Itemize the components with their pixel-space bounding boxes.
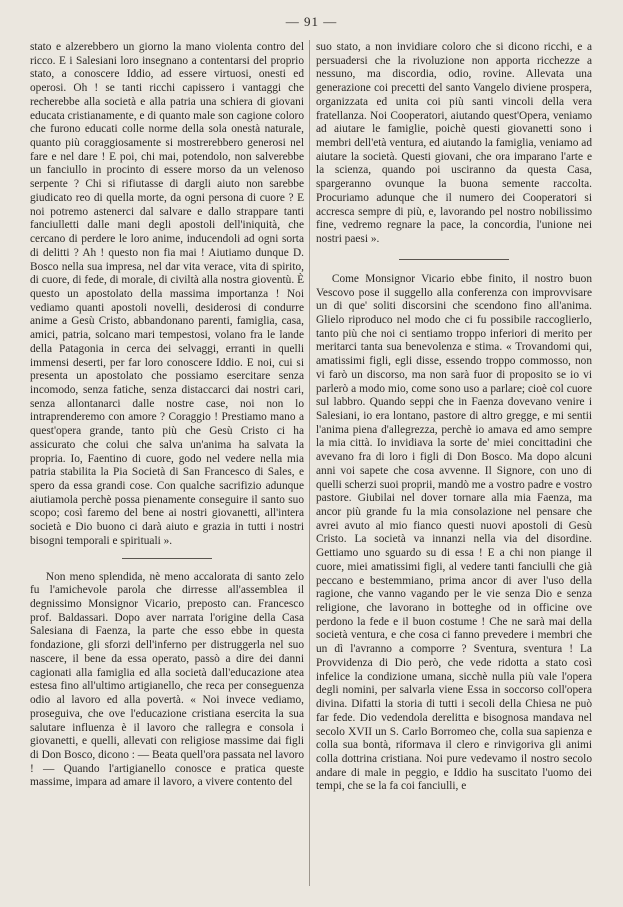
section-separator-right: [399, 259, 509, 260]
left-paragraph-2: Non meno splendida, nè meno accalorata di santo zelo fu l'amichevole parola che dirresse all'assemblea il degnissimo Monsignor Vicario, preposto can. Francesco prof. Baldassari. Dopo aver narrata l'origine della Casa Salesiana di Faenza, la parte che esso ebbe in questa fondazione, gli sforzi dell'inferno per distruggerla nel suo nascere, il bene da essa operato, passò a dire dei danni cagionati alla famiglia ed alla società dall'educazione atea estesa fino all'ultimo artigianello, che reca per conseguenza odio al lavoro ed alla povertà. « Noi invece vediamo, proseguiva, che ove l'educazione cristiana esercita la sua salutare influenza è il lavoro che rallegra e consola i giovanetti, e quelli, allevati con religiose massime dai figli di Don Bosco, dicono : — Beata quell'ora passata nel lavoro ! — Quando l'artigianello conosce e pratica queste massime, impara ad amare il lavoro, a vivere contento del: [30, 570, 304, 789]
right-paragraph-1: suo stato, a non invidiare coloro che si dicono ricchi, e a persuadersi che la rivoluzione non apporta ricchezze a nessuno, ma discordia, odio, rovine. Allevata una generazione coi precetti del santo Vangelo diviene prospera, organizzata ed unita coi più santi vincoli della vera fratellanza. Noi Cooperatori, aiutando quest'Opera, veniamo ad aiutare le famiglie, poichè questi giovanetti sono i membri dell'età ventura, ed aiutando la famiglia, veniamo ad aiutare la società. Questi giovani, che ora imparano l'arte e la scienza, quando poi usciranno da questa Casa, spargeranno ovunque la buona semente raccolta. Procuriamo adunque che il numero dei Cooperatori si accresca sempre di più, e, lavorando pel nostro nobilissimo fine, vedremo regnare la pace, la concordia, l'unione nei nostri paesi ».: [316, 41, 592, 246]
right-column: [316, 41, 592, 794]
left-paragraph-1: stato e alzerebbero un giorno la mano violenta contro del ricco. E i Salesiani loro insegnano a contentarsi del proprio stato, a conoscere Iddio, ad essere virtuosi, onesti ed operosi. Oh ! se tanti ricchi capissero i vantaggi che recherebbe alla società e alla patria una schiera di giovani educata cristianamente, e di quanto male son cagione coloro che furono educati colle norme della sola onestà naturale, quanto più coraggiosamente si mostrerebbero generosi nel fare e nel dare ! E poi, chi mai, potendolo, non salverebbe un fanciullo in procinto di essere morso da un velenoso serpente ? Chi si rifiutasse di dargli aiuto non sarebbe giudicato reo di quella morte, da ogni persona di cuore ? E noi potremo astenerci dal salvare e dallo strappare tanti fanciulletti dalle mani degli apostoli dell'iniquità, che cercano di perdere le loro anime, inducendoli ad ogni sorta di delitti ? Ah ! questo non fia mai ! Aiutiamo dunque D. Bosco nella sua impresa, nel dar vita verace, vita di spirito, di cuore, di fede, di morale, di civiltà alla nostra gioventù. È questo un apostolato della massima importanza ! Noi vediamo quanti apostoli novelli, desiderosi di condurre anime a Gesù Cristo, abbandonano parenti, famiglia, casa, amici, patria, solcano mari tempestosi, volano fra le lande della Patagonia in cerca dei selvaggi, erranti in quelli immensi deserti, per far loro conoscere Iddio. E noi, cui si presenta un apostolato che possiamo esercitare senza incomodo, senza fatiche, senza distaccarci dai nostri cari, senza allontanarci dalle nostre case, noi non lo intraprenderemo con amore ? Coraggio ! Prestiamo mano a quest'opera grande, tanto più che Gesù Cristo ci ha assicurato che colui che salva un'anima ha salvata la propria. Io, Faentino di cuore, godo nel vedere nella mia patria stabilita la Pia Società di San Francesco di Sales, e spero da essa grandi cose. Con qualche sacrifizio adunque aiutiamola perchè possa pienamente conseguire il santo suo scopo; così faremo del bene ai nostri giovanetti, all'intera società e Dio buono ci darà aiuto e grazia in tutti i nostri bisogni temporali e spirituali ».: [30, 41, 304, 547]
section-separator-left: [122, 558, 212, 559]
right-paragraph-2: Come Monsignor Vicario ebbe finito, il nostro buon Vescovo pose il suggello alla conferenza con improvvisare un di que' soliti discorsini che scendono fino all'anima. Glielo riproduco nel modo che ci fu possibile raccoglierlo, tanto più che noi ci sentiamo troppo inferiori di merito per meritarci tanta sua benevolenza e stima. « Trovandomi qui, amatissimi figli, egli disse, essendo troppo commosso, non vi farò un discorso, ma non sarà fuor di proposito se io vi parlerò a modo mio, come sono uso a parlare; cioè col cuore sul labbro. Quando seppi che in Faenza dovevano venire i Salesiani, io era lontano, pastore di altro gregge, e mi sentii l'anima piena d'allegrezza, perchè io amava ed amo sempre la mia città. Io invidiava la sorte de' miei concittadini che avevano fra di loro i figli di Don Bosco. Ma dopo alcuni anni voi sapete che cosa avvenne. Il Signore, con uno di quelli scherzi suoi proprii, mandò me a vostro padre e vostro pastore. Giubilai nel dover tornare alla mia Faenza, ma ancor più grande fu la mia consolazione nel pensare che avrei avuto al mio fianco questi nuovi apostoli di Gesù Cristo. La società va innanzi nella via del disordine. Gettiamo uno sguardo su di essa ! E a chi non piange il cuore, miei amatissimi figli, al vedere tanti fanciulli che già peccano e bestemmiano, prima ancor di aver l'uso della ragione, che vanno vagando per le vie senza Dio e senza religione, che lavorano in botteghe od in officine ove perdono la fede e il buon costume ! Che ne sarà mai della società ventura, e che cosa ci fanno prevedere i membri che un dì l'avranno a comporre ? Sventura, sventura ! La Provvidenza di Dio però, che vede ridotta a stato così infelice la condizione umana, sicchè nulla più vale l'opera degli nomini, per salvarla viene Essa in soccorso coll'opera divina. Difatti la storia di tutti i secoli della Chiesa ne può far fede. Dio vedendola derelitta e bisognosa mandava nel secolo XVII un S. Carlo Borromeo che, colla sua sapienza e colla sua bontà, riformava il clero e rinvigoriva gli animi colla dottrina cristiana. Noi pure vedevamo il nostro secolo andare di male in peggio, e Iddio ha suscitato l'uomo dei tempi, che se la fa coi fanciulli, e: [316, 272, 592, 793]
left-column: [30, 41, 304, 790]
page-number: — 91 —: [285, 14, 338, 29]
column-divider: [309, 40, 310, 886]
